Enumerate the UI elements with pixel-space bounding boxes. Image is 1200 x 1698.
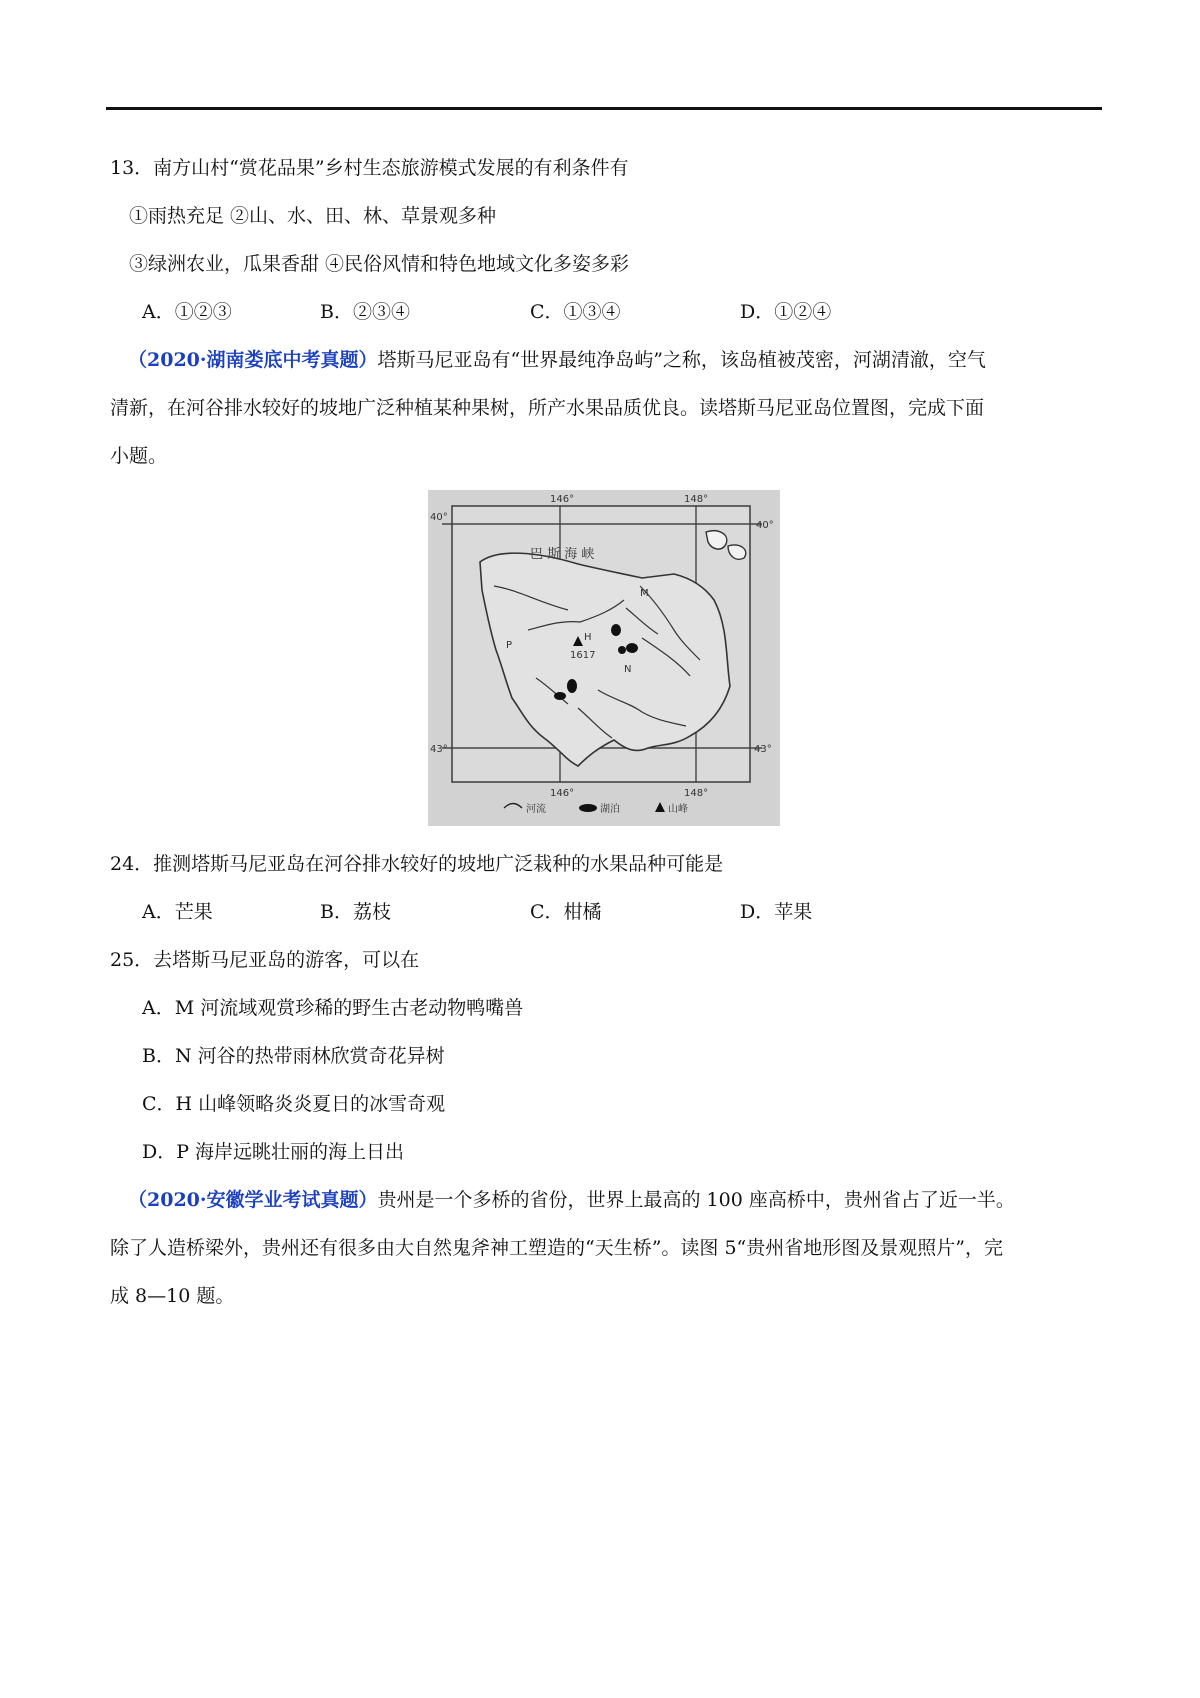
q13-option-a[interactable]: A．①②③: [142, 301, 232, 323]
q13-option-c[interactable]: C．①③④: [530, 301, 621, 323]
q13-option-b[interactable]: B．②③④: [320, 301, 410, 323]
lat-label-bottom-left: 43°: [430, 744, 448, 755]
lon-label-bottom-right: 148°: [684, 788, 709, 799]
passage-text: 小题。: [110, 445, 168, 467]
peak-elevation: 1617: [570, 650, 596, 661]
label-p: P: [506, 640, 513, 651]
peak-label: H: [584, 632, 592, 643]
lon-label-bottom-left: 146°: [550, 788, 575, 799]
legend-river: 河流: [526, 804, 546, 815]
q25-option-a[interactable]: A．M 河流域观赏珍稀的野生古老动物鸭嘴兽: [142, 997, 524, 1019]
label-m: M: [640, 588, 649, 599]
passage-guizhou: [110, 1176, 1100, 1320]
q24-option-c[interactable]: C．柑橘: [530, 901, 602, 923]
lat-label-top-left: 40°: [430, 512, 448, 523]
q25-stem: 25．去塔斯马尼亚岛的游客，可以在: [110, 949, 420, 971]
q24-option-a[interactable]: A．芒果: [142, 901, 213, 923]
legend-peak: 山峰: [668, 804, 688, 815]
q25-option-d[interactable]: D．P 海岸远眺壮丽的海上日出: [142, 1141, 405, 1163]
q24-stem: 24．推测塔斯马尼亚岛在河谷排水较好的坡地广泛栽种的水果品种可能是: [110, 853, 724, 875]
lon-label-top-right: 148°: [684, 494, 709, 505]
q13-conditions-1: ①雨热充足 ②山、水、田、林、草景观多种: [129, 205, 497, 227]
q13-option-d[interactable]: D．①②④: [740, 301, 832, 323]
q25-option-c[interactable]: C．H 山峰领略炎炎夏日的冰雪奇观: [142, 1093, 446, 1115]
q24-option-b[interactable]: B．荔枝: [320, 901, 391, 923]
lake-legend-icon: [579, 804, 597, 812]
map-graphic: [428, 490, 780, 826]
q25-option-b[interactable]: B．N 河谷的热带雨林欣赏奇花异树: [142, 1045, 445, 1067]
q13-conditions-2: ③绿洲农业，瓜果香甜 ④民俗风情和特色地域文化多姿多彩: [129, 253, 630, 275]
label-n: N: [624, 664, 632, 675]
passage-source: （2020·湖南娄底中考真题）: [128, 349, 378, 371]
lat-label-top-right: 40°: [756, 520, 774, 531]
passage-text: 成 8—10 题。: [110, 1285, 235, 1307]
lat-label-bottom-right: 43°: [754, 744, 772, 755]
lon-label-top-left: 146°: [550, 494, 575, 505]
legend-lake: 湖泊: [600, 804, 620, 815]
passage-tasmania: [110, 336, 1100, 480]
passage-text: 清新，在河谷排水较好的坡地广泛种植某种果树，所产水果品质优良。读塔斯马尼亚岛位置图，完成下面: [110, 397, 985, 419]
q24-option-d[interactable]: D．苹果: [740, 901, 813, 923]
passage-text: 贵州是一个多桥的省份，世界上最高的 100 座高桥中，贵州省占了近一半。: [377, 1189, 1015, 1211]
passage-text: 除了人造桥梁外，贵州还有很多由大自然鬼斧神工塑造的“天生桥”。读图 5“贵州省地形图及景观照片”，完: [110, 1237, 1003, 1259]
tasmania-map: [428, 490, 780, 826]
header-rule: [106, 107, 1102, 110]
sea-label: 巴 斯 海 峡: [530, 547, 595, 562]
q13-stem: 13．南方山村“赏花品果”乡村生态旅游模式发展的有利条件有: [110, 157, 629, 179]
passage-source: （2020·安徽学业考试真题）: [128, 1189, 378, 1211]
passage-text: 塔斯马尼亚岛有“世界最纯净岛屿”之称，该岛植被茂密，河湖清澈，空气: [377, 349, 986, 371]
